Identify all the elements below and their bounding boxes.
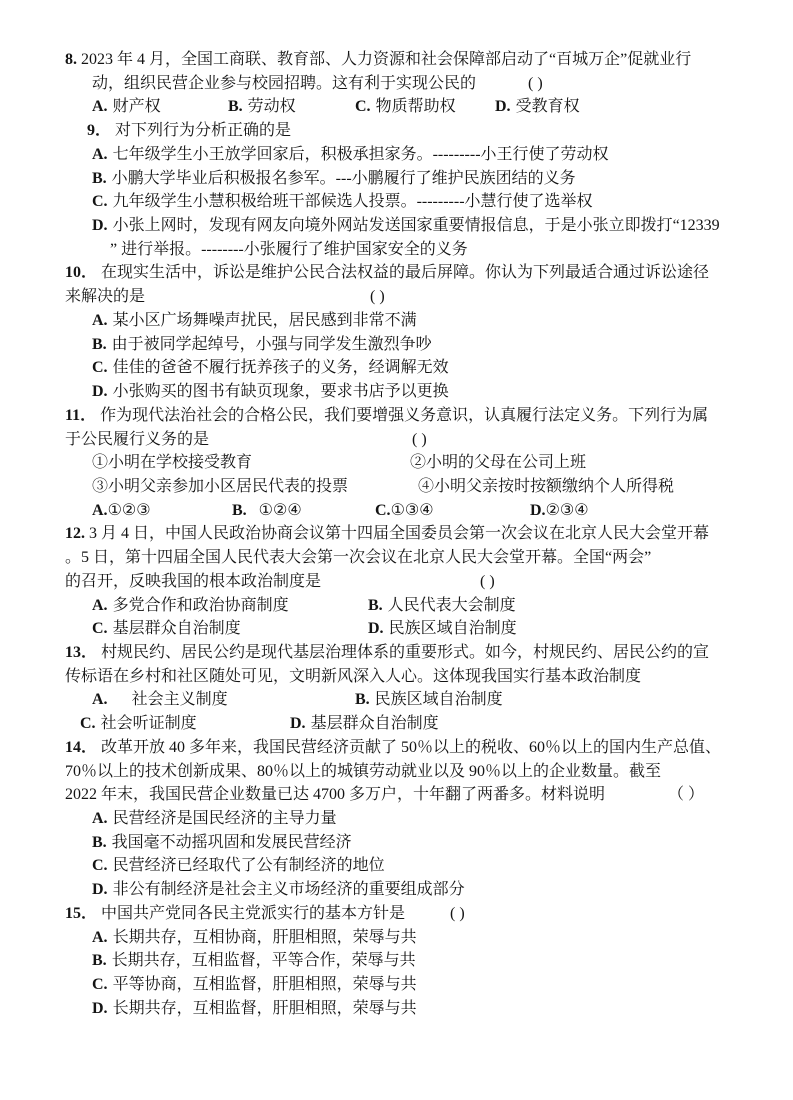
answer-blank: ( ) <box>528 74 543 92</box>
question-15-option-d <box>0 997 793 1021</box>
option-c <box>92 854 385 878</box>
option-label: D. <box>92 999 108 1017</box>
option-label: C. <box>80 715 96 733</box>
option-c <box>92 190 593 214</box>
option-text: 长期共存，互相协商，肝胆相照，荣辱与共 <box>112 928 417 946</box>
option-label: B. <box>228 98 243 116</box>
question-8-stem <box>65 48 691 72</box>
answer-blank: ( ) <box>450 904 465 922</box>
question-13-line <box>0 665 793 689</box>
stem-text: 70％以上的技术创新成果、80％以上的城镇劳动就业以及 90％以上的企业数量。截至 <box>65 762 662 780</box>
option-text: 社会听证制度 <box>100 715 197 733</box>
option-text: 劳动权 <box>247 98 296 116</box>
question-14-stem <box>65 736 721 760</box>
option-text: 小鹏大学毕业后积极报名参军。---小鹏履行了维护民族团结的义务 <box>111 169 576 187</box>
question-13-options <box>0 712 793 736</box>
option-d <box>530 499 589 523</box>
statement-item: ③小明父亲参加小区居民代表的投票 <box>92 477 349 495</box>
option-c <box>375 499 434 523</box>
option-b <box>92 831 352 855</box>
option-text: 多党合作和政治协商制度 <box>112 596 289 614</box>
question-15-option-c <box>0 973 793 997</box>
question-15-stem <box>65 902 405 926</box>
option-text: ①②④ <box>258 501 302 519</box>
question-10-option-b <box>0 333 793 357</box>
option-text: 小张购买的图书有缺页现象，要求书店予以更换 <box>112 383 449 401</box>
stem-text: 村规民约、居民公约是现代基层治理体系的重要形式。如今，村规民约、居民公约的宣 <box>101 643 710 661</box>
option-text: 基层群众自治制度 <box>310 715 439 733</box>
option-label: A. <box>92 98 108 116</box>
option-label: B. <box>232 501 247 519</box>
question-12-stem <box>65 522 709 546</box>
option-text: 受教育权 <box>515 98 580 116</box>
question-8-options <box>0 95 793 119</box>
stem-text: 来解决的是 <box>65 288 146 306</box>
answer-blank: （ ） <box>668 786 705 804</box>
option-b <box>355 688 503 712</box>
stem-text: 对下列行为分析正确的是 <box>115 122 292 140</box>
option-text: 社会主义制度 <box>131 691 228 709</box>
stem-text: 的召开，反映我国的根本政治制度是 <box>65 572 322 590</box>
option-c <box>92 617 241 641</box>
option-text: 人民代表大会制度 <box>387 596 516 614</box>
stem-text: 于公民履行义务的是 <box>65 430 210 448</box>
option-text: 民族区域自治制度 <box>388 620 517 638</box>
option-label: A. <box>92 311 108 329</box>
option-label: A. <box>92 928 108 946</box>
stem-text: 中国共产党同各民主党派实行的基本方针是 <box>101 904 406 922</box>
option-d <box>92 997 417 1021</box>
option-text: 民营经济是国民经济的主导力量 <box>112 810 337 827</box>
stem-text: 2023 年 4 月，全国工商联、教育部、人力资源和社会保障部启动了“百城万企”促就业行 <box>81 51 692 68</box>
option-label: D. <box>92 881 108 899</box>
question-number: 10． <box>65 264 98 282</box>
option-d <box>368 617 517 641</box>
question-10-line <box>0 261 793 285</box>
question-10-stem <box>65 261 709 285</box>
option-text: 小张上网时，发现有网友向境外网站发送国家重要情报信息，于是小张立即拨打“12339 <box>112 217 720 235</box>
option-text: 某小区广场舞噪声扰民，居民感到非常不满 <box>112 311 417 329</box>
option-d <box>290 712 439 736</box>
option-text: 由于被同学起绰号，小强与同学发生激烈争吵 <box>111 335 432 353</box>
option-text: 民营经济已经取代了公有制经济的地位 <box>112 857 385 875</box>
option-a <box>92 499 151 523</box>
answer-blank: ( ) <box>480 572 495 590</box>
question-9-option-c <box>0 190 793 214</box>
question-number: 12. <box>65 525 85 543</box>
question-number: 8. <box>65 51 77 68</box>
question-9-stem <box>87 119 291 143</box>
question-11-items <box>0 475 793 499</box>
option-b <box>228 95 296 119</box>
option-a <box>92 143 609 167</box>
option-text: ①②③ <box>107 501 151 519</box>
option-label: C. <box>92 193 108 211</box>
question-14-option-b <box>0 831 793 855</box>
option-text: 物质帮助权 <box>375 98 456 116</box>
question-14-option-c <box>0 854 793 878</box>
option-text: 长期共存，互相监督，肝胆相照，荣辱与共 <box>112 999 417 1017</box>
statement-item: ②小明的父母在公司上班 <box>410 454 587 472</box>
option-label: B. <box>368 596 383 614</box>
option-label: B. <box>92 169 107 187</box>
question-10-option-c <box>0 356 793 380</box>
option-label: A. <box>92 501 108 519</box>
stem-text: 。5 日，第十四届全国人民代表大会第一次会议在北京人民大会堂开幕。全国“两会” <box>65 549 652 567</box>
option-label: C. <box>92 620 108 638</box>
option-c <box>92 973 417 997</box>
option-label: D. <box>495 98 511 116</box>
option-label: C. <box>92 359 108 377</box>
question-12-line <box>0 570 793 594</box>
option-label: C. <box>375 501 391 519</box>
statement-item: ①小明在学校接受教育 <box>92 454 253 472</box>
question-9-line <box>0 119 793 143</box>
answer-blank: ( ) <box>370 288 385 306</box>
option-d <box>92 380 449 404</box>
option-text: 平等协商，互相监督，肝胆相照，荣辱与共 <box>112 976 417 994</box>
option-b <box>368 594 516 618</box>
option-text: 我国毫不动摇巩固和发展民营经济 <box>111 833 352 851</box>
option-a <box>92 688 228 712</box>
option-text: 七年级学生小王放学回家后，积极承担家务。---------小王行使了劳动权 <box>112 145 609 163</box>
option-label: A. <box>92 596 108 614</box>
option-a <box>92 807 337 831</box>
option-label: A. <box>92 145 108 163</box>
option-c <box>355 95 456 119</box>
question-10-option-a <box>0 309 793 333</box>
question-number: 13． <box>65 643 98 661</box>
option-label: D. <box>368 620 384 638</box>
statement-item: ④小明父亲按时按额缴纳个人所得税 <box>418 477 675 495</box>
question-14-line <box>0 760 793 784</box>
option-text: 基层群众自治制度 <box>112 620 241 638</box>
option-text: 非公有制经济是社会主义市场经济的重要组成部分 <box>112 881 465 899</box>
option-a <box>92 309 417 333</box>
option-text: ①③④ <box>390 501 434 519</box>
option-a <box>92 926 417 950</box>
option-label: D. <box>530 501 546 519</box>
question-12-options <box>0 617 793 641</box>
option-text: ②③④ <box>545 501 589 519</box>
question-9-option-b <box>0 167 793 191</box>
question-13-line <box>0 641 793 665</box>
question-12-line <box>0 546 793 570</box>
question-14-line <box>0 783 793 807</box>
question-9-option-d-continued <box>0 238 793 262</box>
option-b <box>92 949 416 973</box>
option-b <box>232 499 302 523</box>
option-label: B. <box>92 833 107 851</box>
question-11-line <box>0 428 793 452</box>
question-number: 15． <box>65 904 98 922</box>
stem-text: 2022 年末，我国民营企业数量已达 4700 多万户，十年翻了两番多。材料说明 <box>65 786 606 804</box>
question-13-options <box>0 688 793 712</box>
question-11-line <box>0 404 793 428</box>
stem-text: 传标语在乡村和社区随处可见，文明新风深入人心。这体现我国实行基本政治制度 <box>65 667 642 685</box>
option-text: 财产权 <box>112 98 161 116</box>
question-12-line <box>0 522 793 546</box>
option-text: 长期共存，互相监督，平等合作，荣辱与共 <box>111 952 416 970</box>
option-text: 佳佳的爸爸不履行抚养孩子的义务，经调解无效 <box>112 359 449 377</box>
option-label: D. <box>290 715 306 733</box>
option-d <box>92 214 720 238</box>
option-d <box>495 95 580 119</box>
question-8-line <box>0 48 793 72</box>
question-11-stem <box>65 404 708 428</box>
option-a <box>92 594 289 618</box>
question-number: 14． <box>65 738 98 756</box>
question-15-option-b <box>0 949 793 973</box>
question-11-options <box>0 499 793 523</box>
option-label: B. <box>92 952 107 970</box>
question-14-option-d <box>0 878 793 902</box>
question-14-line <box>0 736 793 760</box>
option-b <box>92 333 432 357</box>
option-label: D. <box>92 383 108 401</box>
question-number: 11． <box>65 406 97 424</box>
stem-text: 动，组织民营企业参与校园招聘。这有利于实现公民的 <box>92 74 477 92</box>
question-number: 9． <box>87 122 112 140</box>
option-label: A. <box>92 810 108 827</box>
option-c <box>92 356 449 380</box>
question-13-stem <box>65 641 709 665</box>
option-text: 民族区域自治制度 <box>374 691 503 709</box>
answer-blank: ( ) <box>412 430 427 448</box>
option-label: B. <box>355 691 370 709</box>
option-label: C. <box>92 976 108 994</box>
stem-text: 改革开放 40 多年来，我国民营经济贡献了 50％以上的税收、60％以上的国内生产总值、 <box>101 738 722 756</box>
option-text-continued: ” 进行举报。--------小张履行了维护国家安全的义务 <box>110 240 468 258</box>
option-a <box>92 95 161 119</box>
option-label: C. <box>355 98 371 116</box>
question-11-items <box>0 451 793 475</box>
question-14-option-a <box>0 807 793 831</box>
option-label: D. <box>92 217 108 235</box>
stem-text: 在现实生活中，诉讼是维护公民合法权益的最后屏障。你认为下列最适合通过诉讼途径 <box>101 264 710 282</box>
option-label: B. <box>92 335 107 353</box>
question-10-option-d <box>0 380 793 404</box>
question-9-option-a <box>0 143 793 167</box>
option-label: C. <box>92 857 108 875</box>
question-9-option-d <box>0 214 793 238</box>
question-12-options <box>0 594 793 618</box>
option-c <box>80 712 197 736</box>
stem-text: 作为现代法治社会的合格公民，我们要增强义务意识，认真履行法定义务。下列行为属 <box>100 406 709 424</box>
option-label: A. <box>92 691 108 709</box>
question-10-line <box>0 285 793 309</box>
question-15-line <box>0 902 793 926</box>
stem-text: 3 月 4 日，中国人民政治协商会议第十四届全国委员会第一次会议在北京人民大会堂开幕 <box>89 525 710 543</box>
question-8-line <box>0 72 793 96</box>
option-text: 九年级学生小慧积极给班干部候选人投票。---------小慧行使了选举权 <box>112 193 593 211</box>
option-b <box>92 167 576 191</box>
question-15-option-a <box>0 926 793 950</box>
option-d <box>92 878 465 902</box>
